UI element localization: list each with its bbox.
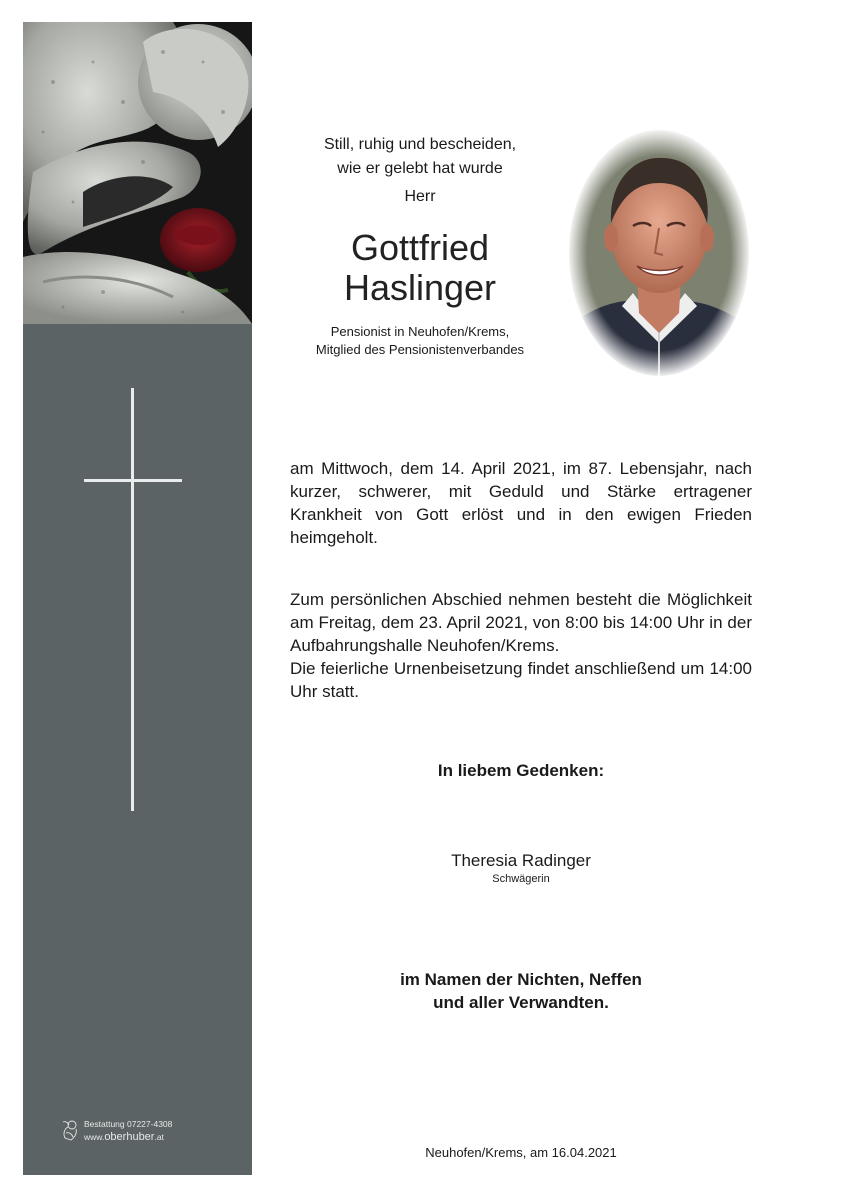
verse-line-2: wie er gelebt hat wurde [337, 160, 503, 177]
deceased-portrait [567, 128, 751, 378]
deceased-first-name: Gottfried [350, 227, 490, 268]
farewell-section [290, 588, 752, 703]
death-paragraph: am Mittwoch, dem 14. April 2021, im 87. Lebensjahr, nach kurzer, schwerer, mit Geduld und Stärke ertragener Krankheit von Gott erlöst und in den ewigen Frieden heimgeholt. [290, 459, 752, 547]
deceased-last-name: Haslinger [343, 267, 497, 308]
mourners-heading: In liebem Gedenken: [437, 761, 605, 780]
farewell-paragraph: Zum persönlichen Abschied nehmen besteht die Möglichkeit am Freitag, dem 23. April 2021, von 8:00 bis 14:00 Uhr in der Aufbahrungshalle Neuhofen/Krems. [290, 590, 752, 655]
deceased-occupation [275, 323, 565, 359]
place-and-date: Neuhofen/Krems, am 16.04.2021 [425, 1145, 617, 1160]
family-line-2: und aller Verwandten. [433, 993, 609, 1012]
left-decorative-strip [23, 22, 252, 1175]
undertaker-logo-icon [61, 1118, 81, 1142]
honorific-title: Herr [404, 188, 436, 205]
cross-horizontal-bar [84, 479, 182, 482]
family-line [290, 968, 752, 1014]
angel-statue-image [23, 22, 252, 324]
mourner-relation: Schwägerin [492, 873, 550, 885]
occupation-line-2: Mitglied des Pensionistenverbandes [315, 342, 525, 357]
burial-paragraph: Die feierliche Urnenbeisetzung findet anschließend um 14:00 Uhr statt. [290, 659, 752, 701]
deceased-name [275, 228, 565, 308]
cross-vertical-bar [131, 388, 134, 811]
occupation-line-1: Pensionist in Neuhofen/Krems, [330, 324, 510, 339]
family-line-1: im Namen der Nichten, Neffen [400, 970, 642, 989]
mourner-name: Theresia Radinger [451, 851, 591, 870]
opening-verse [275, 133, 565, 181]
undertaker-website: www.oberhuber.at [84, 1131, 164, 1143]
verse-line-1: Still, ruhig und bescheiden, [323, 136, 517, 153]
undertaker-phone: Bestattung 07227-4308 [84, 1119, 173, 1129]
